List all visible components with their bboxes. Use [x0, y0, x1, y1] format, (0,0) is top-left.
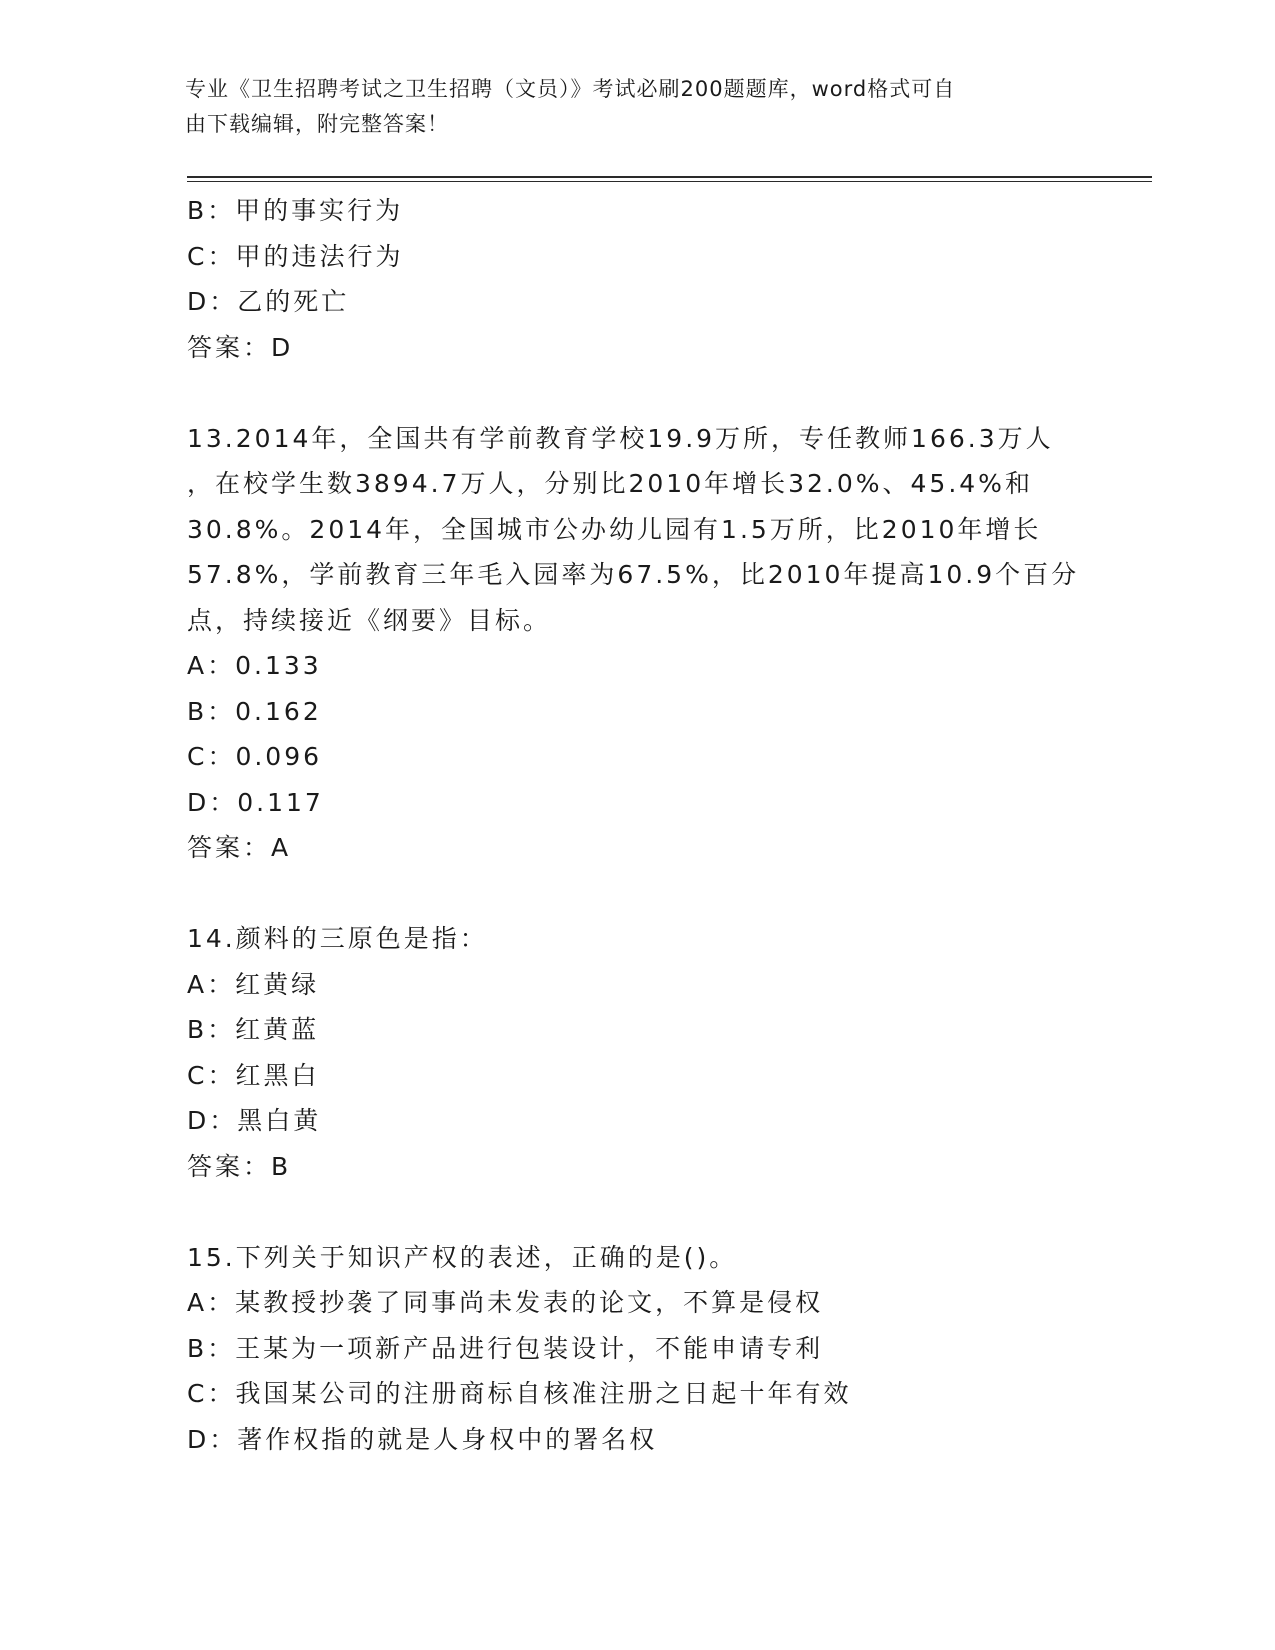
question-14: [187, 916, 1087, 1189]
answer-label: 答案：A: [187, 833, 292, 862]
option-a: A：红黄绿: [187, 969, 320, 999]
spacer: [187, 871, 1087, 917]
option-c: C：我国某公司的注册商标自核准注册之日起十年有效: [187, 1379, 852, 1408]
question-stem: 15.下列关于知识产权的表述，正确的是()。: [187, 1242, 738, 1272]
spacer: [187, 1189, 1087, 1235]
question-stem-line: 57.8%，学前教育三年毛入园率为67.5%，比2010年提高10.9个百分: [187, 560, 1080, 589]
question-15: [187, 1235, 1087, 1463]
option-a: A：0.133: [187, 651, 322, 680]
option-b: B：甲的事实行为: [187, 196, 404, 225]
question-stem: 14.颜料的三原色是指：: [187, 924, 488, 953]
question-12-tail: [187, 188, 1087, 370]
option-c: C：甲的违法行为: [187, 241, 404, 271]
document-header: [185, 72, 1065, 142]
question-stem-line: 13.2014年，全国共有学前教育学校19.9万所，专任教师166.3万人: [187, 423, 1054, 453]
option-d: D：著作权指的就是人身权中的署名权: [187, 1424, 658, 1454]
option-b: B：0.162: [187, 696, 322, 726]
header-line-2: 由下载编辑，附完整答案！: [185, 112, 449, 136]
option-c: C：红黑白: [187, 1060, 320, 1090]
question-stem-line: 30.8%。2014年，全国城市公办幼儿园有1.5万所，比2010年增长: [187, 514, 1042, 544]
option-d: D：0.117: [187, 787, 324, 817]
option-b: B：红黄蓝: [187, 1015, 320, 1044]
answer-label: 答案：B: [187, 1151, 292, 1181]
header-line-1: 专业《卫生招聘考试之卫生招聘（文员）》考试必刷200题题库，word格式可自: [185, 77, 956, 101]
question-stem-line: ，在校学生数3894.7万人，分别比2010年增长32.0%、45.4%和: [187, 469, 1033, 498]
answer-label: 答案：D: [187, 332, 294, 362]
question-content: [187, 188, 1087, 1462]
option-d: D：黑白黄: [187, 1106, 322, 1135]
header-divider-thin: [187, 181, 1152, 182]
option-a: A：某教授抄袭了同事尚未发表的论文，不算是侵权: [187, 1288, 824, 1317]
question-stem-line: 点，持续接近《纲要》目标。: [187, 605, 552, 635]
question-13: [187, 416, 1087, 871]
option-b: B：王某为一项新产品进行包装设计，不能申请专利: [187, 1333, 824, 1363]
option-d: D：乙的死亡: [187, 287, 350, 316]
spacer: [187, 370, 1087, 416]
option-c: C：0.096: [187, 742, 323, 771]
header-divider-thick: [187, 176, 1152, 178]
